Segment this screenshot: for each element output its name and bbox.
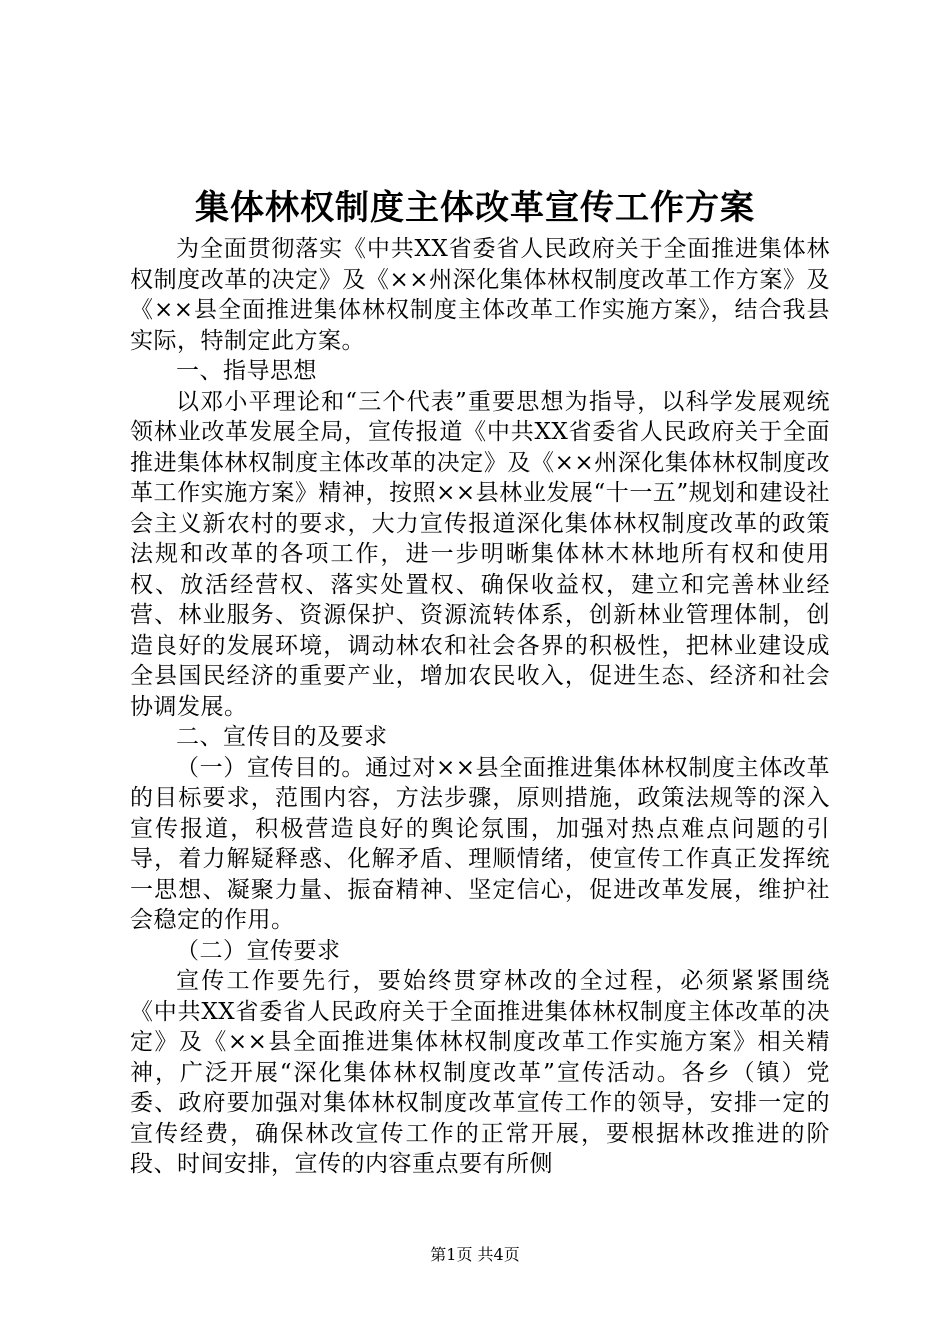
intro-paragraph: 为全面贯彻落实《中共XX省委省人民政府关于全面推进集体林权制度改革的决定》及《××州深化集体林权制度改革工作方案》及《××县全面推进集体林权制度主体改革工作实施方案》，结合我县实际，特制定此方案。	[130, 236, 830, 354]
section-heading-guiding-ideology: 一、指导思想	[176, 358, 317, 384]
page-number-footer: 第1页 共4页	[430, 1245, 520, 1264]
purpose-paragraph: （一）宣传目的。通过对××县全面推进集体林权制度主体改革的目标要求，范围内容，方法步骤，原则措施，政策法规等的深入宣传报道，积极营造良好的舆论氛围，加强对热点难点问题的引导，着力解疑释惑、化解矛盾、理顺情绪，使宣传工作真正发挥统一思想、凝聚力量、振奋精神、坚定信心，促进改革发展，维护社会稳定的作用。	[130, 754, 830, 933]
requirements-paragraph: 宣传工作要先行，要始终贯穿林改的全过程，必须紧紧围绕《中共XX省委省人民政府关于全面推进集体林权制度主体改革的决定》及《××县全面推进集体林权制度改革工作实施方案》相关精神，广泛开展“深化集体林权制度改革”宣传活动。各乡（镇）党委、政府要加强对集体林权制度改革宣传工作的领导，安排一定的宣传经费，确保林改宣传工作的正常开展，要根据林改推进的阶段、时间安排，宣传的内容重点要有所侧	[130, 968, 830, 1177]
section-heading-purpose-requirements: 二、宣传目的及要求	[176, 724, 388, 750]
subsection-heading-requirements: （二）宣传要求	[176, 937, 341, 964]
guiding-ideology-paragraph: 以邓小平理论和“三个代表”重要思想为指导，以科学发展观统领林业改革发展全局，宣传报道《中共XX省委省人民政府关于全面推进集体林权制度主体改革的决定》及《××州深化集体林权制度改革工作实施方案》精神，按照××县林业发展“十一五”规划和建设社会主义新农村的要求，大力宣传报道深化集体林权制度改革的政策法规和改革的各项工作，进一步明晰集体林木林地所有权和使用权、放活经营权、落实处置权、确保收益权，建立和完善林业经营、林业服务、资源保护、资源流转体系，创新林业管理体制，创造良好的发展环境，调动林农和社会各界的积极性，把林业建设成全县国民经济的重要产业，增加农民收入，促进生态、经济和社会协调发展。	[130, 388, 830, 720]
document-body	[130, 234, 830, 1180]
document-title: 集体林权制度主体改革宣传工作方案	[195, 188, 755, 228]
